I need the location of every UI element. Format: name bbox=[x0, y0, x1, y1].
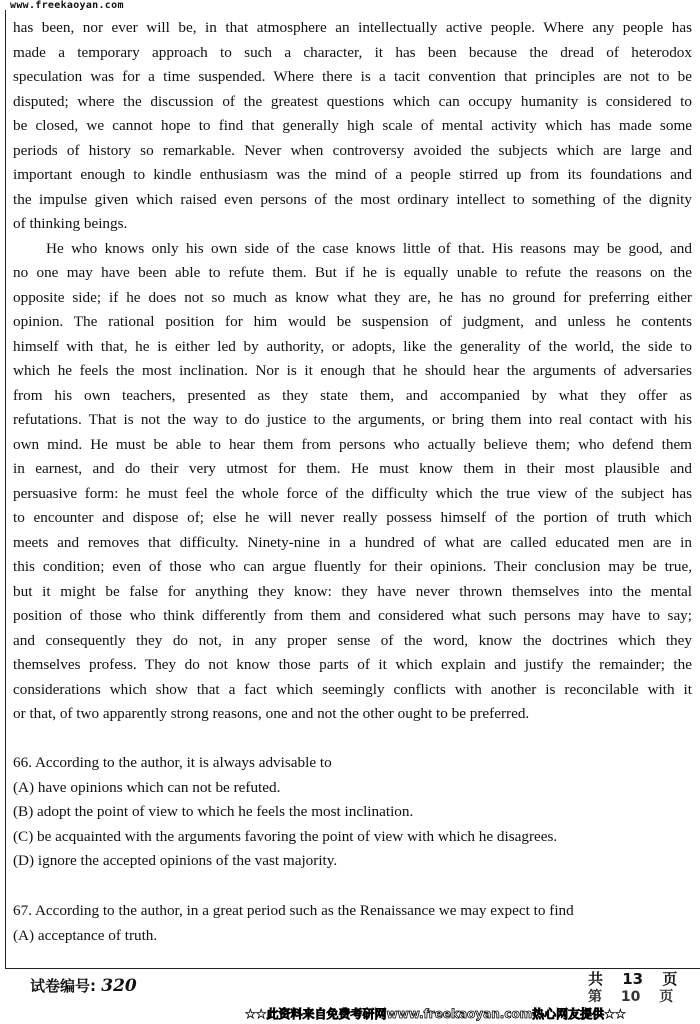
passage-line: this condition; even of those who can argue fluently for their opinions. Their conclusion may be true, bbox=[13, 558, 692, 575]
passage-line: the impulse given which raised even persons of the most ordinary intellect to something of the dignity bbox=[13, 190, 692, 208]
passage-line: has been, nor ever will be, in that atmosphere an intellectually active people. Where any people has bbox=[13, 19, 692, 36]
passage-line: of thinking beings. bbox=[13, 215, 128, 232]
paper-code-label: 试卷编号: bbox=[30, 977, 96, 995]
passage-line: own mind. He must be able to hear them from persons who actually believe them; who defend them bbox=[13, 435, 692, 453]
passage-line: to encounter and dispose of; else he will never really possess himself of the portion of truth which bbox=[13, 509, 692, 526]
passage-line: persuasive form: he must feel the whole force of the difficulty which the true view of the subject has bbox=[13, 484, 692, 502]
site-url: www.freekaoyan.com bbox=[10, 0, 124, 11]
question-67-stem: 67. According to the author, in a great period such as the Renaissance we may expect to find bbox=[13, 902, 574, 919]
passage-line: no one may have been able to refute them. But if he is equally unable to refute the reasons on the bbox=[13, 264, 692, 281]
question-66-option-b: (B) adopt the point of view to which he feels the most inclination. bbox=[13, 803, 414, 820]
passage-line: but it might be false for anything they know: they have never thrown themselves into the mental bbox=[13, 582, 692, 600]
passage-line: refutations. That is not the way to do justice to the arguments, or bring them into real contact with his bbox=[13, 411, 692, 428]
passage-line: important enough to kindle enthusiasm was the mind of a people stirred up from its foundations and bbox=[13, 166, 692, 183]
passage-line: position of those who think differently from them and considered what such persons may have to say; bbox=[13, 607, 692, 624]
question-67-option-a: (A) acceptance of truth. bbox=[13, 927, 158, 944]
passage-line: disputed; where the discussion of the greatest questions which can occupy humanity is considered to bbox=[13, 92, 692, 110]
passage-line: in earnest, and do their very utmost for them. He must know them in their most plausible and bbox=[13, 460, 692, 477]
passage-line: considerations which show that a fact which seemingly conflicts with another is reconcilable with it bbox=[13, 680, 692, 698]
passage-line: which he feels the most inclination. Nor is it enough that he should hear the arguments of adversaries bbox=[13, 362, 692, 379]
passage-line: meets and removes that difficulty. Ninety-nine in a hundred of what are called educated men are in bbox=[13, 533, 692, 551]
passage-line: speculation was for a time suspended. Where there is a tacit convention that principles are not to be bbox=[13, 68, 692, 85]
question-66-option-d: (D) ignore the accepted opinions of the vast majority. bbox=[13, 852, 338, 869]
passage-line: be closed, we cannot hope to find that generally high scale of mental activity which has made some bbox=[13, 117, 692, 134]
passage-line: He who knows only his own side of the case knows little of that. His reasons may be good, and bbox=[46, 239, 692, 257]
passage-line: himself with that, he is either led by authority, or adopts, like the generality of the world, the side to bbox=[13, 337, 692, 355]
paper-code-value: 320 bbox=[101, 976, 137, 996]
passage-line: themselves profess. They do not know those parts of it which explain and justify the remainder; the bbox=[13, 656, 692, 673]
passage-line: opposite side; if he does not so much as know what they are, he has no ground for preferring either bbox=[13, 288, 692, 306]
question-66-option-a: (A) have opinions which can not be refuted. bbox=[13, 779, 281, 796]
passage-line: periods of history so remarkable. Never when controversy avoided the subjects which are large and bbox=[13, 141, 692, 159]
current-page: 第 10 页 bbox=[588, 989, 674, 1005]
question-66-stem: 66. According to the author, it is always advisable to bbox=[13, 754, 332, 771]
passage-line: or that, of two apparently strong reasons, one and not the other ought to be preferred. bbox=[13, 705, 530, 722]
total-pages: 共 13 页 bbox=[588, 970, 678, 988]
passage-line: opinion. The rational position for him would be suspension of judgment, and unless he contents bbox=[13, 313, 692, 330]
paper-code bbox=[30, 976, 137, 996]
question-66-option-c: (C) be acquainted with the arguments favoring the point of view with which he disagrees. bbox=[13, 828, 558, 845]
passage-line: and consequently they do not, in any proper sense of the word, know the doctrines which they bbox=[13, 631, 692, 649]
passage-line: made a temporary approach to such a character, it has been because the dread of heterodox bbox=[13, 43, 692, 61]
source-banner: ★★此资料来自免费考研网www.freekaoyan.com热心网友提供★★ bbox=[245, 1007, 626, 1021]
passage-line: from his own teachers, presented as they state them, and accompanied by what they offer as bbox=[13, 386, 692, 404]
